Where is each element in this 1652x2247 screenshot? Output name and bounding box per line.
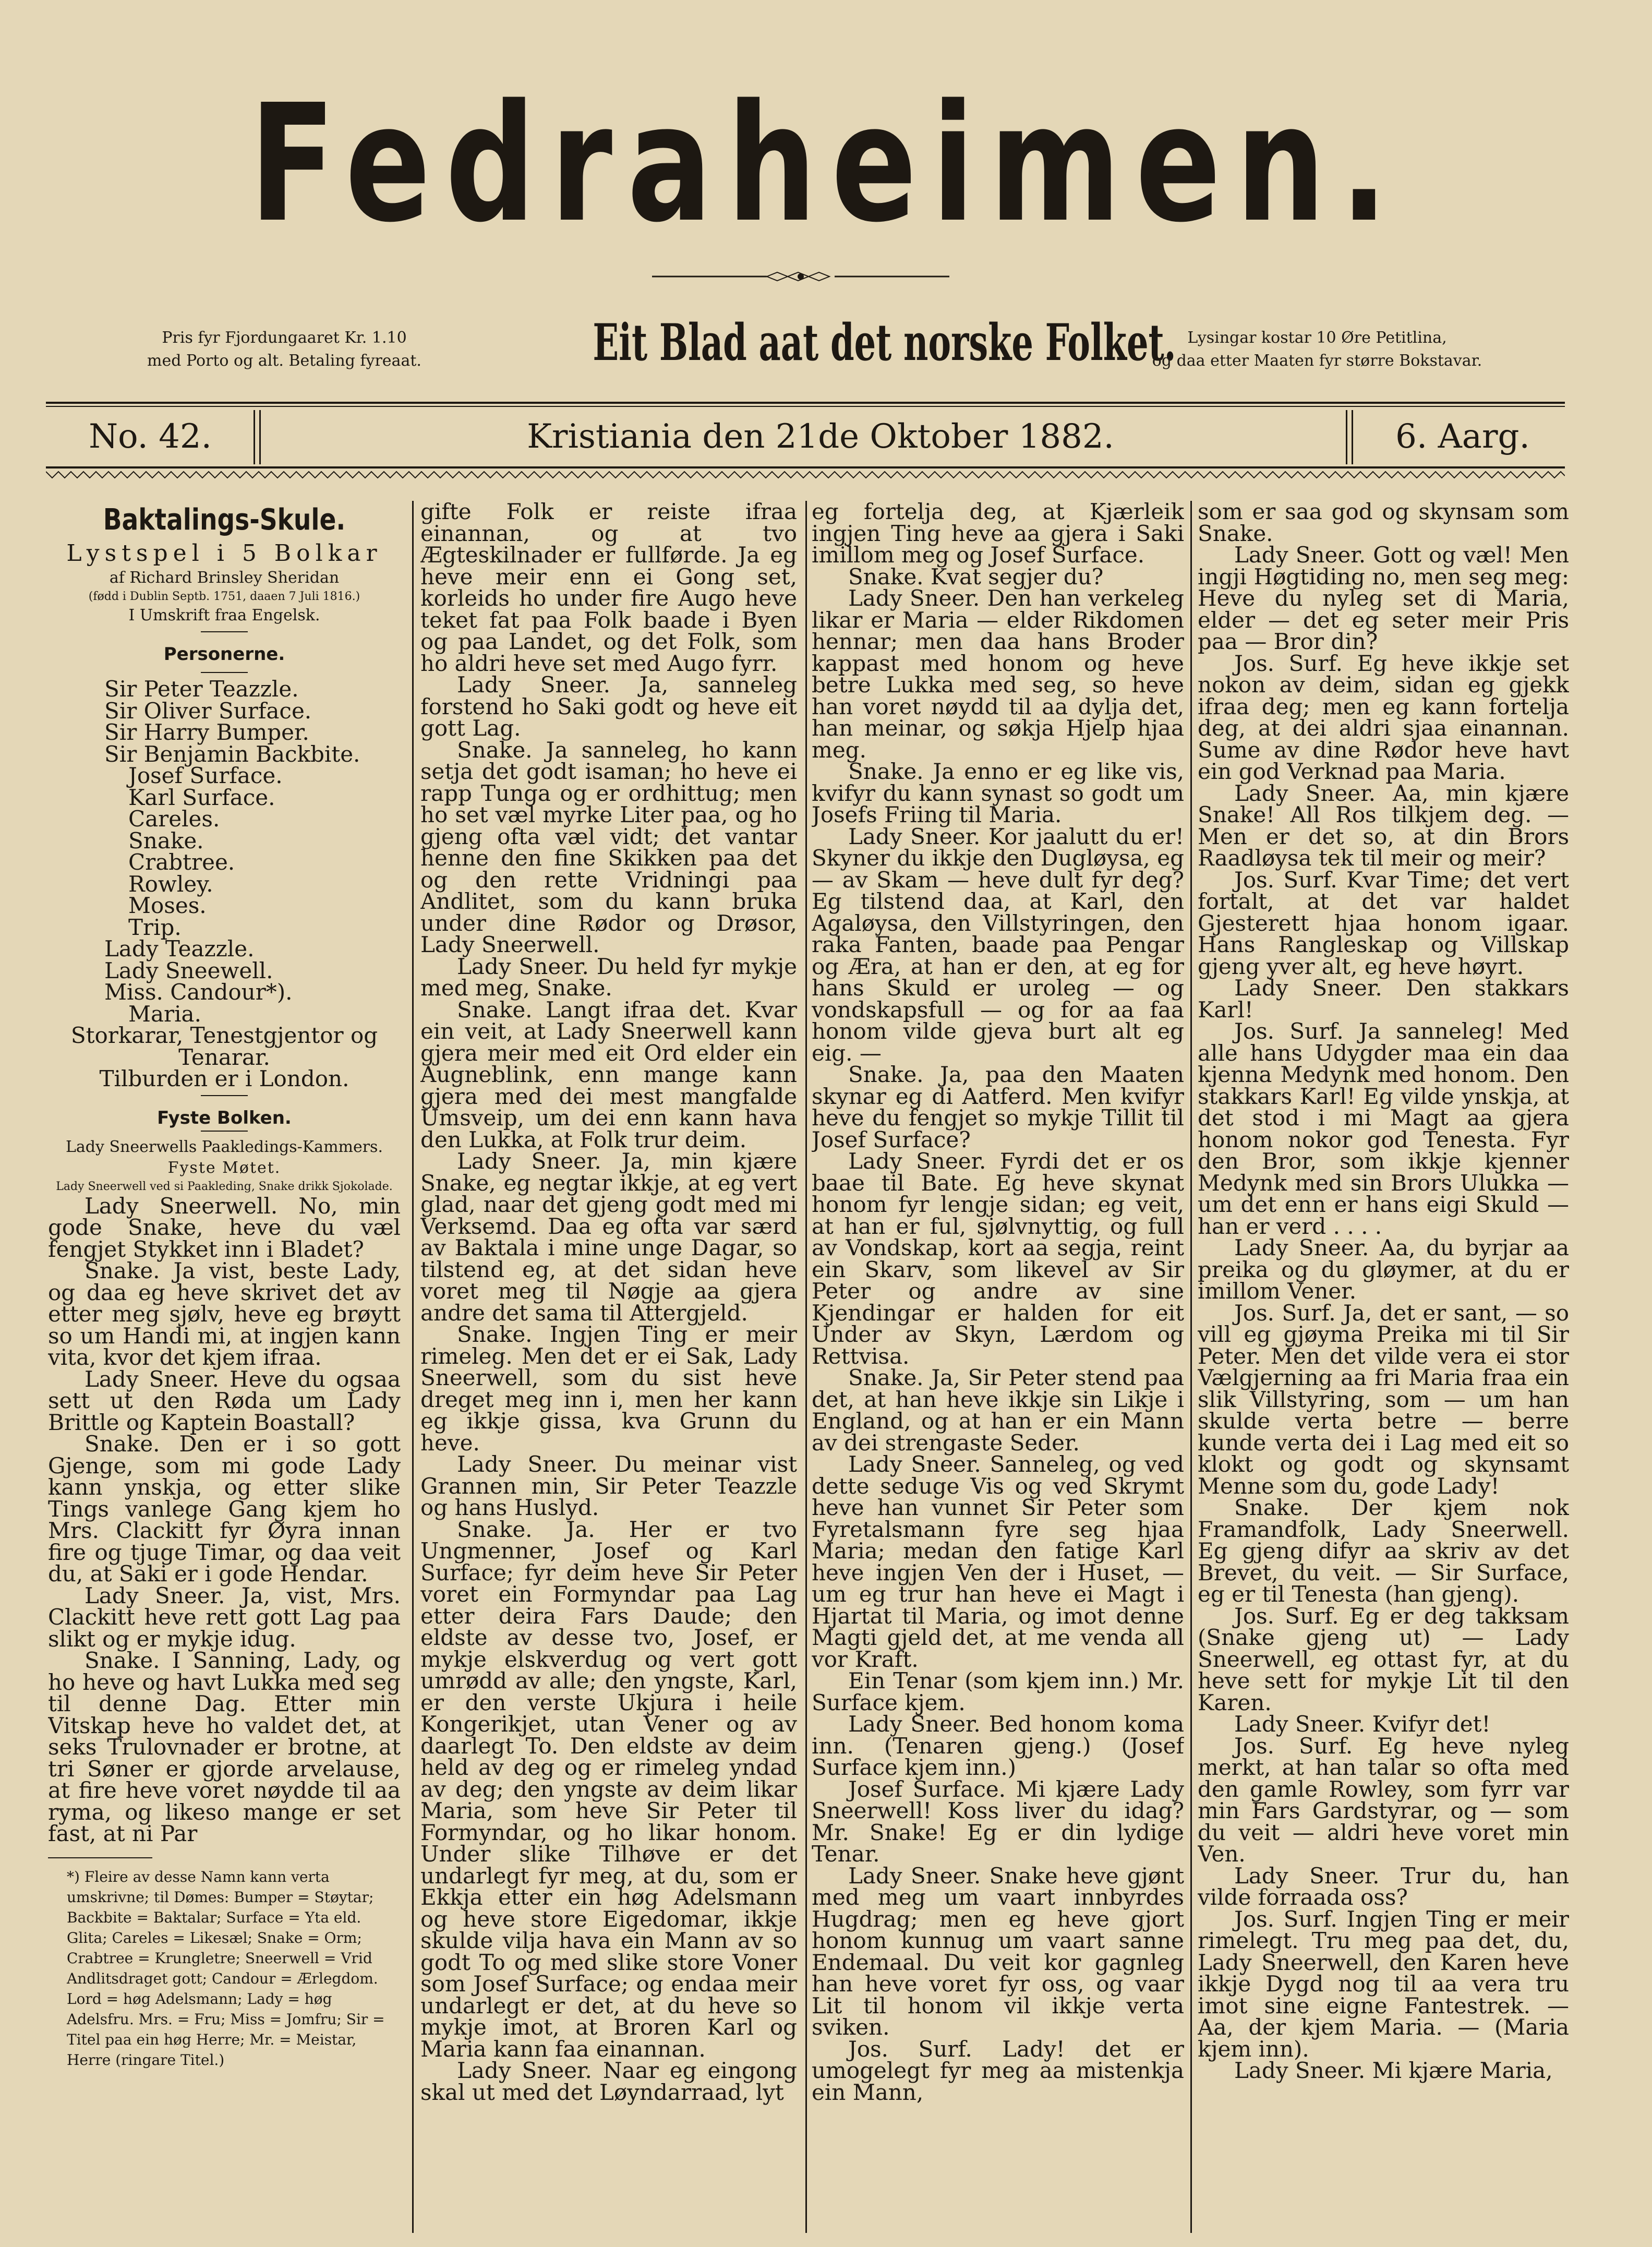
dialogue-paragraph: Ein Tenar (som kjem inn.) Mr. Surface kjem. (812, 1668, 1184, 1715)
cast-item: Snake. (128, 827, 204, 854)
dialogue-paragraph: Snake. Ja, paa den Maaten skynar eg di Aatferd. Men kvifyr heve du fengjet so mykje Tillit til Josef Surface? (812, 1062, 1184, 1152)
cast-item: Maria. (128, 1001, 201, 1027)
cast-extras: Storkarar, Tenestgjentor og Tenarar. (70, 1023, 378, 1070)
dialogue-paragraph: Snake. Ja, Sir Peter stend paa det, at han heve ikkje sin Likje i England, og at han er ein Mann av dei strengaste Seder. (812, 1365, 1184, 1456)
dialogue-paragraph: Josef Surface. Mi kjære Lady Sneerwell! Koss liver du idag? Mr. Snake! Eg er din lydige Tenar. (812, 1776, 1184, 1867)
cast-item: Josef Surface. (128, 763, 283, 788)
column-rule (412, 501, 414, 2233)
dateline-top-rule-thin (46, 406, 1565, 407)
cast-item: Lady Sneewell. (104, 957, 273, 983)
dialogue-paragraph: Lady Sneer. Den han verkeleg likar er Maria — elder Rikdomen hennar; men daa hans Broder kappast med honom og heve betre Lukka med seg, so heve han voret nøydd til aa dylja det, han meinar, og søkja Hjelp hjaa meg. (812, 585, 1184, 763)
dialogue-paragraph: Jos. Surf. Eg heve ikkje set nokon av deim, sidan eg gjekk ifraa deg; men eg kann fortelja deg, at dei aldri sjaa einannan. Sume av dine Rødor heve havt ein god Verknad paa Maria. (1198, 650, 1569, 784)
cast-item: Sir Peter Teazzle. (104, 676, 299, 702)
dialogue-paragraph: Snake. Ja enno er eg like vis, kvifyr du kann synast so godt um Josefs Friing til Maria. (812, 759, 1184, 827)
dateline (46, 408, 1565, 465)
dialogue-paragraph: gifte Folk er reiste ifraa einannan, og at tvo Ægteskilnader er fullførde. Ja eg heve meir enn ei Gong set, korleids ho under fire Augo heve teket fat paa Folk baade i Byen og paa Landet, og det Folk, som ho aldri heve set med Augo fyrr. (420, 501, 797, 676)
pris-line-1: Pris fyr Fjordungaaret Kr. 1.10 (162, 329, 407, 347)
cast-item: Trip. (128, 914, 182, 940)
cast-item: Lady Teazzle. (104, 936, 255, 962)
dialogue-paragraph: Lady Sneer. Ja, min kjære Snake, eg negtar ikkje, at eg vert glad, naar det gjeng godt med mi Verksemd. Daa eg ofta var særd av Baktala i mine unge Dagar, so tilstend eg, at det sidan heve voret meg til Nøgje aa gjera andre det sama til Attergjeld. (420, 1148, 797, 1326)
author-dates: (fødd i Dublin Septb. 1751, daaen 7 Juli 1816.) (88, 590, 360, 603)
column-rule (805, 501, 807, 2233)
column-2 (420, 501, 797, 2238)
dialogue-paragraph: Lady Sneer. Trur du, han vilde forraada oss? (1198, 1863, 1569, 1910)
column-1 (48, 501, 401, 2238)
masthead-subtitle: Eit Blad aat det norske Folket. (593, 313, 1176, 372)
short-rule (201, 631, 248, 632)
issue-number: No. 42. (89, 417, 212, 456)
dialogue-paragraph: Lady Sneer. Aa, du byrjar aa preika og du gløymer, at du er imillom Vener. (1198, 1235, 1569, 1304)
dialogue-paragraph: Snake. Langt ifraa det. Kvar ein veit, at Lady Sneerwell kann gjera meir med eit Ord elder ein Augneblink, enn mange kann gjera med dei mest mangfalde Umsveip, um dei enn kann hava den Lukka, at Folk trur deim. (420, 996, 797, 1152)
dialogue-paragraph: Jos. Surf. Eg heve nyleg merkt, at han talar so ofta med den gamle Rowley, som fyrr var min Fars Gardstyrar, og — som du veit — aldri heve voret min Ven. (1198, 1733, 1569, 1867)
dialogue-paragraph: Jos. Surf. Ja, det er sant, — so vill eg gjøyma Preika mi til Sir Peter. Men det vilde vera ei stor Vælgjerning aa fri Maria fraa ein slik Villstyring, som — um han skulde verta betre — berre kunde verta dei i Lag med eit so klokt og godt og skynsamt Menne som du, gode Lady! (1198, 1300, 1569, 1499)
short-rule (201, 672, 248, 673)
play-author: af Richard Brinsley Sheridan (109, 569, 340, 587)
play-title: Baktalings-Skule. (103, 503, 346, 537)
cast-item: Moses. (128, 893, 207, 918)
cast-item: Karl Surface. (128, 784, 275, 810)
dateline-divider (254, 410, 261, 464)
dialogue-paragraph: Jos. Surf. Kvar Time; det vert fortalt, at det var haldet Gjesterett hjaa honom igaar. Hans Rangleskap og Villskap gjeng yver alt, eg heve høyrt. (1198, 867, 1569, 979)
dialogue-paragraph: Lady Sneer. Naar eg eingong skal ut med det Løyndarraad, lyt (420, 2058, 797, 2105)
dialogue-paragraph: Lady Sneer. Du held fyr mykje med meg, Snake. (420, 953, 797, 1001)
dialogue-paragraph: Jos. Surf. Eg er deg takksam (Snake gjeng ut) — Lady Sneerwell, eg ottast fyr, at du heve sett for mykje Lit til den Karen. (1198, 1603, 1569, 1715)
lysing-line-1: Lysingar kostar 10 Øre Petitlina, (1187, 329, 1447, 347)
dialogue-paragraph: Lady Sneer. Bed honom koma inn. (Tenaren gjeng.) (Josef Surface kjem inn.) (812, 1711, 1184, 1780)
advertising-rates (1122, 327, 1513, 373)
dialogue-paragraph: som er saa god og skynsam som Snake. (1198, 501, 1569, 546)
pris-line-2: med Porto og alt. Betaling fyreaat. (147, 352, 421, 370)
dialogue-paragraph: Lady Sneer. Kvifyr det! (1234, 1711, 1491, 1737)
dialogue-paragraph: Lady Sneerwell. No, min gode Snake, heve du væl fengjet Stykket inn i Bladet? (48, 1193, 401, 1262)
dialogue-paragraph: Snake. Ja sanneleg, ho kann setja det godt isaman; ho heve ei rapp Tunga og er ordhittug; men ho set væl myrke Liter paa, og ho gjeng ofta væl vidt; det vantar henne den fine Skikken paa det og den rette Vridningi paa Andlitet, som du kann bruka under dine Rødor og Drøsor, Lady Sneerwell. (420, 737, 797, 957)
place-date: Kristiania den 21de Oktober 1882. (527, 417, 1114, 456)
dialogue-paragraph: Lady Sneer. Mi kjære Maria, (1234, 2058, 1553, 2083)
persons-heading: Personerne. (163, 644, 285, 665)
subscription-price (115, 327, 454, 373)
zigzag-rule (46, 470, 1565, 480)
cast-item: Rowley. (128, 871, 213, 897)
dateline-divider (1346, 410, 1353, 464)
cast-item: Miss. Candour*). (104, 979, 293, 1005)
dialogue-paragraph: Lady Sneer. Gott og væl! Men ingji Høgtiding no, men seg meg: Heve du nyleg set di Maria, elder — det eg seter meir Pris paa — Bror din? (1198, 542, 1569, 654)
dialogue-paragraph: Lady Sneer. Sanneleg, og ved dette seduge Vis og ved Skrymt heve han vunnet Sir Peter som Fyretalsmann fyre seg hjaa Maria; medan den fatige Karl heve ingjen Ven der i Huset, — um eg trur han heve ei Magt i Hjartat til Maria, og imot denne Magti gjeld det, at me venda all vor Kraft. (812, 1451, 1184, 1672)
dialogue-paragraph: Lady Sneer. Kor jaalutt du er! Skyner du ikkje den Dugløysa, eg — av Skam — heve dult fyr deg? Eg tilstend daa, at Karl, den Agaløysa, den Villstyringen, den raka Fanten, baade paa Pengar og Æra, at han er den, at eg for hans Skuld er uroleg — og vondskapsfull — og for aa faa honom vilde gjeva burt alt eg eig. — (812, 823, 1184, 1066)
dialogue-paragraph: Jos. Surf. Ja sanneleg! Med alle hans Udygder maa ein daa kjenna Medynk med honom. Den stakkars Karl! Eg vilde ynskja, at det stod i mi Magt aa gjera honom nokor god Tenesta. Fyr den Bror, som ikkje kjenner Medynk med sin Brors Ulukka — um det enn er hans eigi Skuld — han er verd . . . . (1198, 1018, 1569, 1239)
dialogue-paragraph: Lady Sneer. Snake heve gjønt med meg um vaart innbyrdes Hugdrag; men eg heve gjort honom kunnug um vaart sanne Endemaal. Du veit kor gagnleg han heve voret fyr oss, og vaar Lit til honom vil ikkje verta sviken. (812, 1863, 1184, 2040)
cast-item: Careles. (128, 806, 220, 832)
play-genre: Lystspel i 5 Bolkar (66, 540, 382, 567)
cast-item: Sir Oliver Surface. (104, 698, 312, 724)
column-4 (1198, 501, 1569, 2238)
dateline-bottom-rule (46, 466, 1565, 468)
dialogue-paragraph: Jos. Surf. Ingjen Ting er meir rimelegt. Tru meg paa det, du, Lady Sneerwell, den Karen heve ikkje Dygd nog til aa vera tru imot sine eigne Fantestrek. — Aa, der kjem Maria. — (Maria kjem inn). (1198, 1906, 1569, 2062)
lysing-line-2: og daa etter Maaten fyr større Bokstavar. (1152, 352, 1482, 370)
translation-note: I Umskrift fraa Engelsk. (128, 606, 320, 624)
dialogue-paragraph: Snake. Den er i so gott Gjenge, som mi gode Lady kann ynskja, og etter slike Tings vanlege Gang kjem ho Mrs. Clackitt fyr Øyra innan fire og tjuge Timar, og daa veit du, at Saki er i gode Hendar. (48, 1431, 401, 1587)
column-3 (812, 501, 1184, 2238)
short-rule (201, 1131, 248, 1132)
scene-direction: Lady Sneerwell ved si Paakleding, Snake drikk Sjokolade. (56, 1180, 393, 1193)
dialogue-paragraph: eg fortelja deg, at Kjærleik ingjen Ting heve aa gjera i Saki imillom meg og Josef Surface. (812, 501, 1184, 568)
column-rule (1190, 501, 1192, 2233)
cast-item: Crabtree. (128, 849, 235, 875)
volume-year: 6. Aarg. (1395, 417, 1530, 456)
setting: Tilburden er i London. (99, 1066, 349, 1091)
dialogue-paragraph: Snake. Kvat segjer du? (848, 563, 1104, 590)
cast-item: Sir Harry Bumper. (104, 719, 309, 745)
dialogue-paragraph: Lady Sneer. Den stakkars Karl! (1198, 975, 1569, 1023)
dialogue-paragraph: Snake. Der kjem nok Framandfolk, Lady Sneerwell. Eg gjeng difyr aa skriv av det Brevet, du veit. — Sir Surface, eg er til Tenesta (han gjeng). (1198, 1495, 1569, 1607)
footnote-rule (48, 1857, 152, 1858)
dialogue-paragraph: Lady Sneer. Fyrdi det er os baae til Bate. Eg heve skynat honom fyr lengje sidan; eg veit, at han er ful, sjølvnyttig, og full av Vondskap, kort aa segja, reint ein Skarv, som likevel av Sir Peter og andre av sine Kjendingar er halden for eit Under av Skyn, Lærdom og Rettvisa. (812, 1148, 1184, 1369)
dialogue-paragraph: Lady Sneer. Ja, vist, Mrs. Clackitt heve rett gott Lag paa slikt og er mykje idug. (48, 1582, 401, 1652)
footnote: *) Fleire av desse Namn kann verta umskrivne; til Dømes: Bumper = Støytar; Backbite = Baktalar; Surface = Yta eld. Glita; Careles = Likesæl; Snake = Orm; Crabtree = Krungletre; Sneerwell = Vrid Andlitsdraget gott; Candour = Ærlegdom. Lord = høg Adelsmann; Lady = høg Adelsfru. Mrs. = Fru; Miss = Jomfru; Sir = Titel paa ein høg Herre; Mr. = Meistar, Herre (ringare Titel.) (67, 1868, 385, 2069)
dialogue-paragraph: Snake. Ingjen Ting er meir rimeleg. Men det er ei Sak, Lady Sneerwell, som du sist heve dreget meg inn i, men her kann eg ikkje gissa, kva Grunn du heve. (420, 1321, 797, 1456)
dialogue-paragraph: Snake. Ja vist, beste Lady, og daa eg heve skrivet det av etter meg sjølv, heve eg brøytt so um Handi mi, at ingjen kann vita, kvor det kjem ifraa. (48, 1258, 401, 1370)
masthead-title: Fedraheimen. (249, 70, 1403, 258)
dialogue-paragraph: Lady Sneer. Du meinar vist Grannen min, Sir Peter Teazzle og hans Huslyd. (420, 1451, 797, 1520)
dateline-top-rule (46, 402, 1565, 404)
dialogue-paragraph: Jos. Surf. Lady! det er umogelegt fyr meg aa mistenkja ein Mann, (812, 2036, 1184, 2105)
short-rule (201, 1095, 248, 1096)
dialogue-paragraph: Lady Sneer. Ja, sanneleg forstend ho Saki godt og heve eit gott Lag. (420, 672, 797, 741)
dialogue-paragraph: Snake. I Sanning, Lady, og ho heve og havt Lukka med seg til denne Dag. Etter min Vitskap heve ho valdet det, at seks Trulovnader er brotne, at tri Søner er gjorde arvelause, at fire heve voret nøydde til aa ryma, og likeso mange er set fast, at ni Par (48, 1648, 401, 1846)
dialogue-paragraph: Lady Sneer. Heve du ogsaa sett ut den Røda um Lady Brittle og Kaptein Boastall? (48, 1366, 401, 1435)
dialogue-paragraph: Lady Sneer. Aa, min kjære Snake! All Ros tilkjem deg. — Men er det so, at din Brors Raadløysa tek til meir og meir? (1198, 780, 1569, 871)
dialogue-paragraph: Snake. Ja. Her er tvo Ungmenner, Josef og Karl Surface; fyr deim heve Sir Peter voret ein Formyndar paa Lag etter deira Fars Daude; den eldste av desse tvo, Josef, er mykje elskverdug og vert gott umrødd av alle; den yngste, Karl, er den verste Ukjura i heile Kongerikjet, utan Vener og av daarlegt To. Den eldste av deim held av deg og er rimeleg yndad av deg; den yngste av deim likar Maria, som heve Sir Peter til Formyndar, og ho likar honom. Under slike Tilhøve er det undarlegt fyr meg, at du, som er Ekkja etter ein høg Adelsmann og heve store Eigedomar, ikkje skulde vilja hava ein Mann av so godt To og med slike store Voner som Josef Surface; og endaa meir undarlegt er det, at du heve so mykje imot, at Broren Karl og Maria kann faa einannan. (420, 1516, 797, 2062)
scene-heading: Fyste Møtet. (167, 1158, 281, 1177)
scene-place: Lady Sneerwells Paakledings-Kammers. (66, 1137, 383, 1156)
cast-item: Sir Benjamin Backbite. (104, 741, 360, 767)
ornament-divider (652, 270, 949, 283)
act-heading: Fyste Bolken. (157, 1107, 292, 1128)
